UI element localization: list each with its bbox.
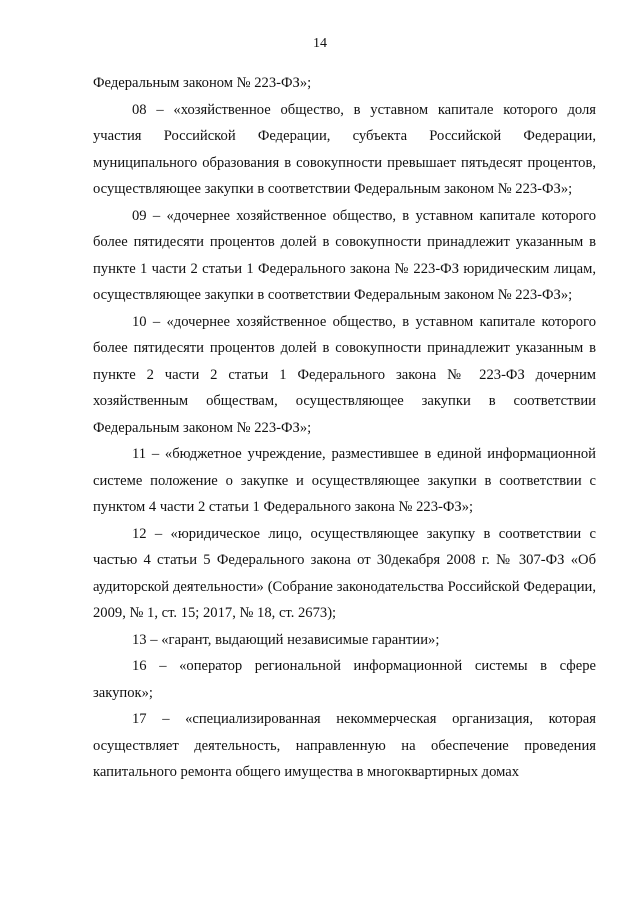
document-body <box>93 70 596 786</box>
paragraph-code-11: 11 – «бюджетное учреждение, разместившее в единой информационной системе положение о закупке и осуществляющее закупки в соответствии с пунктом 4 части 2 статьи 1 Федерального закона № 223-ФЗ»; <box>93 446 596 515</box>
paragraph-code-13: 13 – «гарант, выдающий независимые гарантии»; <box>132 631 440 648</box>
paragraph-continuation: Федеральным законом № 223-ФЗ»; <box>93 75 312 91</box>
paragraph-code-16: 16 – «оператор региональной информационной системы в сфере закупок»; <box>93 658 596 701</box>
page-number: 14 <box>313 36 327 51</box>
paragraph-code-08: 08 – «хозяйственное общество, в уставном капитале которого доля участия Российской Федерации, субъекта Российской Федерации, муниципального образования в совокупности превышает пятьдесят процентов, осуществляющее закупки в соответствии Федеральным законом № 223-ФЗ»; <box>93 101 596 197</box>
paragraph-code-17: 17 – «специализированная некоммерческая организация, которая осуществляет деятельность, направленную на обеспечение проведения капитального ремонта общего имущества в многоквартирных домах <box>93 711 596 780</box>
paragraph-code-10: 10 – «дочернее хозяйственное общество, в уставном капитале которого более пятидесяти процентов долей в совокупности принадлежит указанным в пункте 2 части 2 статьи 1 Федерального закона № 223-ФЗ дочерним хозяйственным обществам, осуществляющее закупки в соответствии Федеральным законом № 223-ФЗ»; <box>93 313 596 436</box>
paragraph-code-12: 12 – «юридическое лицо, осуществляющее закупку в соответствии с частью 4 статьи 5 Федерального закона от 30декабря 2008 г. № 307-ФЗ «Об аудиторской деятельности» (Собрание законодательства Российской Федерации, 2009, № 1, ст. 15; 2017, № 18, ст. 2673); <box>93 525 596 621</box>
paragraph-code-09: 09 – «дочернее хозяйственное общество, в уставном капитале которого более пятидесяти процентов долей в совокупности принадлежит указанным в пункте 1 части 2 статьи 1 Федерального закона № 223-ФЗ юридическим лицам, осуществляющее закупки в соответствии Федеральным законом № 223-ФЗ»; <box>93 207 596 303</box>
